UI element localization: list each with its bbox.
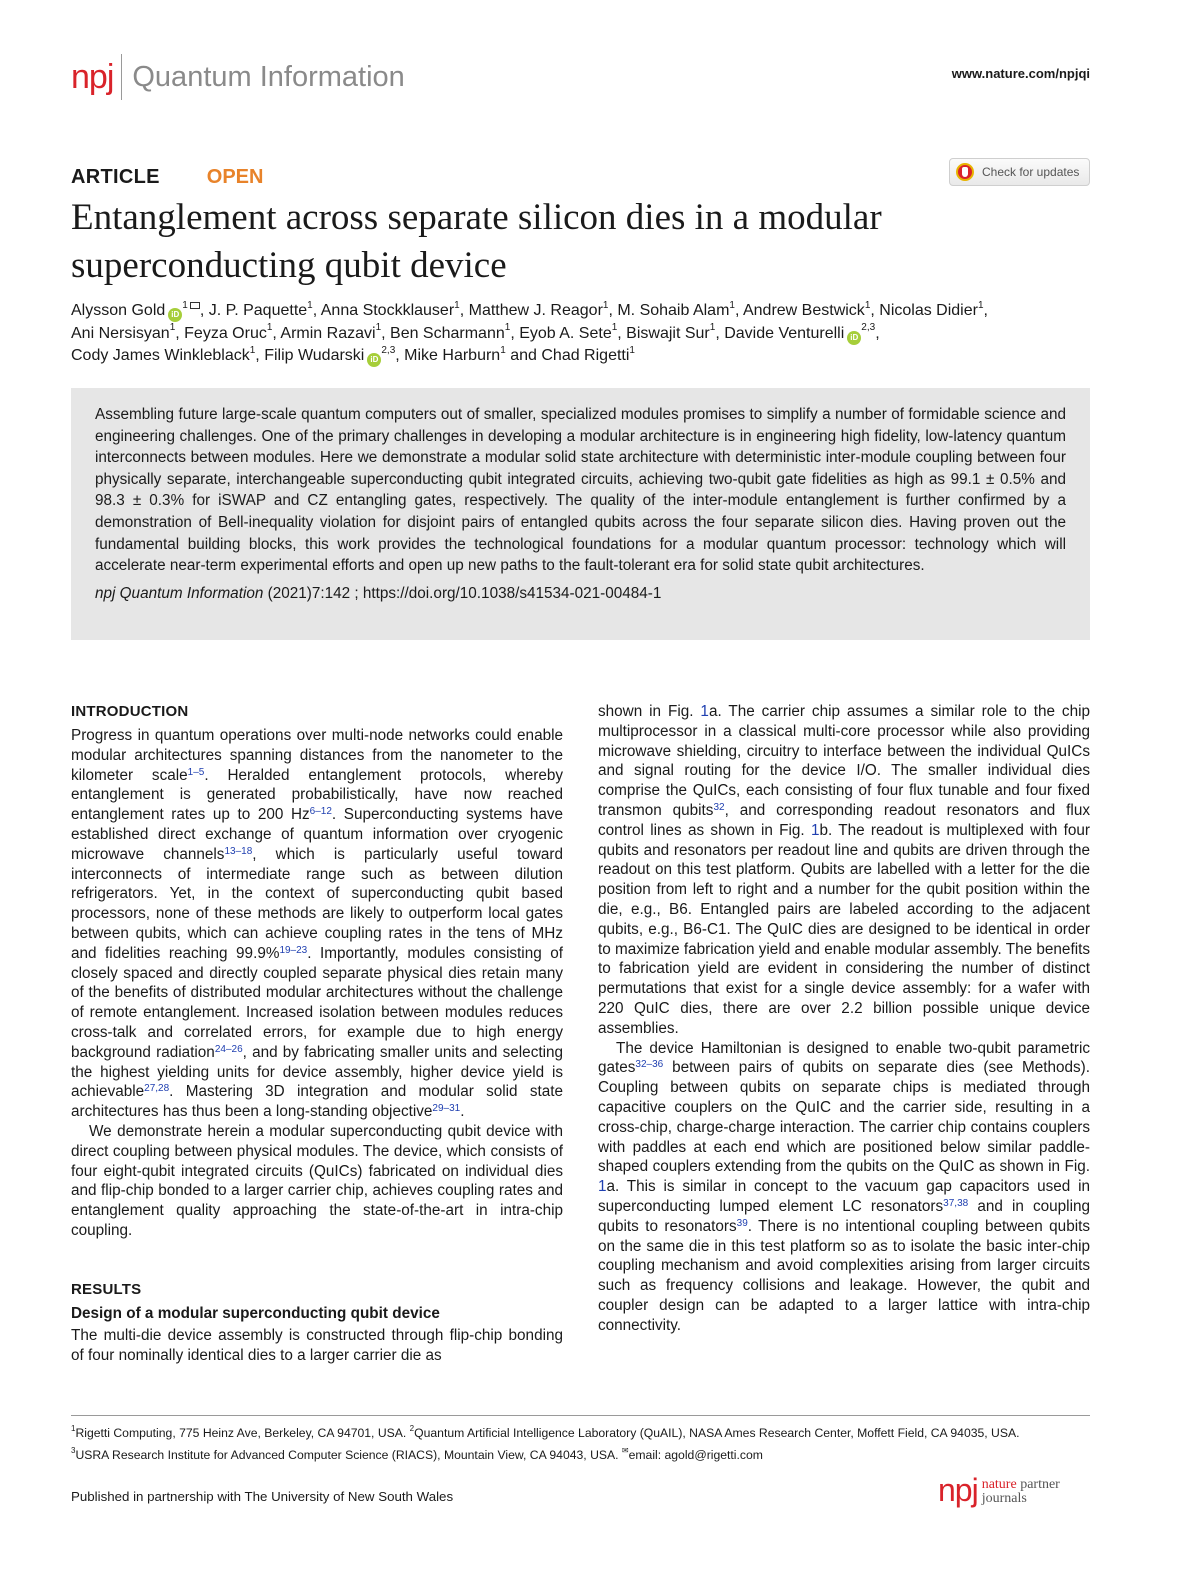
section-heading-introduction: INTRODUCTION [71,703,189,720]
affiliation-sup: 1 [375,322,382,334]
abstract-text: Assembling future large-scale quantum computers out of smaller, specialized modules promises to simplify a number of formidable science and engineering challenges. One of the primary challenges in developing a modular architecture is in engineering high fidelity, low-latency quantum interconnects between modules. Here we demonstrate a modular solid state architecture with deterministic inter-module coupling between four physically separate, interchangeable superconducting qubit integrated circuits, achieving two-qubit gate fidelities as high as 99.1 ± 0.5% and 98.3 ± 0.3% for iSWAP and CZ entangling gates, respectively. The quality of the inter-module entanglement is further confirmed by a demonstration of Bell-inequality violation for disjoint pairs of entangled qubits across the four separate silicon dies. Having proven out the fundamental building blocks, this work provides the technological foundations for a modular quantum processor: technology which will accelerate near-term experimental efforts and open up new paths to the fault-tolerant era for solid state qubit architectures. [95,406,1066,575]
journal-site-link[interactable]: www.nature.com/npjqi [951,66,1090,81]
affiliation-sup: 1 [602,299,609,311]
reference-link[interactable]: 24–26 [214,1043,243,1055]
reference-link[interactable]: 1–5 [187,766,205,778]
results-paragraph-1: The multi-die device assembly is constructed through flip-chip bonding of four nominally identical dies to a larger carrier die as [71,1326,563,1364]
reference-link[interactable]: 39 [736,1217,748,1229]
footnote-divider [71,1415,1090,1416]
author[interactable]: Armin Razavi [280,324,376,342]
author[interactable]: Davide Venturelli [724,324,845,342]
affiliation-sup: 1 [629,344,635,356]
section-spacer [71,1241,563,1280]
article-label: ARTICLE [71,166,160,188]
affiliation-sup: 1 [864,299,871,311]
author-conjunction: and [510,347,537,364]
title-line-1: Entanglement across separate silicon dies in a modular [71,197,882,238]
reference-link[interactable]: 27,28 [144,1083,170,1095]
orcid-icon[interactable]: iD [367,353,381,367]
open-access-label: OPEN [206,166,264,188]
section-heading-results: RESULTS [71,1280,142,1298]
author[interactable]: Mike Harburn [404,347,501,364]
figure-link[interactable]: 1 [700,703,709,720]
npj-logo: npj [71,58,114,96]
citation-journal: npj Quantum Information [95,584,264,602]
npj-partner-logo [938,1474,1060,1506]
affiliation-sup: 1 [709,322,716,334]
author[interactable]: Cody James Winkleblack [71,347,250,364]
author[interactable]: Eyob A. Sete [519,324,612,342]
title-line-2: superconducting qubit device [71,245,507,286]
affiliation-sup: 2,3 [861,322,876,334]
affiliation-sup: 1 [611,322,618,334]
footnote-sup: 2 [409,1424,415,1433]
affiliation-sup: 1 [266,322,273,334]
affiliation-sup: 1 [454,299,460,311]
affiliation-sup: 1 [500,344,506,356]
footnote-sup: 1 [71,1424,76,1433]
intro-paragraph-1: Progress in quantum operations over multi-node networks could enable modular architectures spanning distances from the nanometer to the kilometer scale$^{1-5}$. Heralded entanglement protocols, whereby entanglement is generated probabilistically, have now reached entanglement rates up to 200 Hz$^{6-12}$. Superconducting systems have established direct exchange of quantum information over cryogenic microwave channels$^{13-18}$, which is particularly useful toward interconnects of intermediate range such as between dilution refrigerators. Yet, in the context of superconducting qubit based processors, none of these methods are likely to outperform local gates between qubits, which can achieve coupling rates in the tens of MHz and fidelities reaching 99.9%$^{19-23}$. Importantly, modules consisting of closely spaced and directly coupled separate physical dies retain many of the benefits of distributed modular architectures without the challenge of remote entanglement. Increased isolation between modules reduces cross-talk and correlated errors, for example due to high energy background radiation$^{24-26}$, and by fabricating smaller units and selecting the highest yielding units for device assembly, higher device yield is achievable$^{27,28}$. Mastering 3D integration and modular solid state architectures has thus been a long-standing objective$^{29-31}$. [71,727,564,1121]
abstract-box [71,388,1090,640]
author[interactable]: Ani Nersisyan [71,324,170,342]
figure-link[interactable]: 1 [810,821,820,839]
npj-logo-mark: npj [938,1472,978,1508]
affiliations-footnote [71,1421,1096,1464]
left-column [71,702,563,1365]
reference-link[interactable]: 6–12 [309,806,332,818]
reference-link[interactable]: 37,38 [943,1197,969,1209]
footnote-sup: 3 [71,1445,76,1455]
affiliation-3: USRA Research Institute for Advanced Computer Science (RIACS), Mountain View, CA 94043, USA. [75,1447,622,1462]
author[interactable]: Chad Rigetti [541,347,630,364]
author-list: Alysson Gold $iD^1$ , J. P. Paquette$^1$, Anna Stockklauser$^1$, Matthew J. Reagor$^1$, M. Sohaib Alam$^1$, Andrew Bestwick$^1$, Nicolas Didier$^1$, Ani Nersisyan$^1$, Feyza Oruc$^1$, Armin Razavi$^1$, Ben Scharmann$^1$, Eyob A. Sete$^1$, Biswajit Sur$^1$, Davide Venturelli iD$^{2,3}$, Cody James Winkleblack$^1$, Filip Wudarski iD$^{2,3}$, Mike Harburn$^1$ and Chad Rigetti$^1$ [71,300,1096,368]
corresponding-email[interactable]: email: agold@rigetti.com [628,1447,763,1462]
affiliation-1: Rigetti Computing, 775 Heinz Ave, Berkeley, CA 94701, USA. [75,1426,410,1441]
right-column [598,702,1090,1336]
article-title [71,194,1071,290]
subsection-heading: Design of a modular superconducting qubit device [71,1304,440,1322]
affiliation-sup: 1 [182,299,188,311]
affiliation-sup: 1 [249,344,256,356]
orcid-icon[interactable]: iD [847,331,861,345]
reference-link[interactable]: 32–36 [635,1059,664,1071]
citation-doi[interactable]: (2021)7:142 ; https://doi.org/10.1038/s41534-021-00484-1 [263,584,662,602]
author[interactable]: Alysson Gold [71,302,166,319]
affiliation-sup: 1 [729,299,735,311]
author[interactable]: J. P. Paquette [208,302,308,319]
affiliation-sup: 1 [307,299,313,311]
email-icon[interactable] [190,302,200,309]
author[interactable]: Feyza Oruc [184,324,267,342]
citation [95,585,1066,603]
affiliation-sup: 1 [977,299,984,311]
partnership-note: Published in partnership with The University of New South Wales [71,1489,454,1504]
affiliation-sup: 1 [169,322,176,334]
journal-brand [71,54,405,100]
journal-title: Quantum Information [132,60,405,93]
author[interactable]: Filip Wudarski [264,347,365,364]
page-header [71,40,1090,110]
results-paragraph-2: The device Hamiltonian is designed to enable two-qubit parametric gates$^{32-36}$ between pairs of qubits on separate dies (see Methods). Coupling between qubits on separate chips is mediated through capacitive couplers on the QuIC and the carrier side, resulting in a cross-chip, charge-charge interaction. The carrier chip contains couplers with paddles at each end which are positioned below similar paddle-shaped couplers extending from the qubits on the QuIC as shown in Fig. 1a. This is similar in concept to the vacuum gap capacitors used in superconducting lumped element LC resonators$^{37,38}$ and in coupling qubits to resonators$^{39}$. There is no intentional coupling between qubits on the same die in this test platform so as to isolate the basic inter-chip coupling mechanism and avoid complexities arising from larger circuits such as frequency collisions and leakage. However, the qubit and coupler design can be adapted to a larger lattice with intra-chip connectivity. [598,1039,1090,1334]
author[interactable]: Biswajit Sur [626,324,710,342]
results-paragraph-1-cont: shown in Fig. 1a. The carrier chip assumes a similar role to the chip multiprocessor in a classical multi-core processor while also providing microwave shielding, circuitry to interface between the individual QuICs and signal routing for the device I/O. The smaller individual dies comprise the QuICs, each consisting of four flux tunable and four fixed transmon qubits$^{32}$, and corresponding readout resonators and flux control lines as shown in Fig. 1b. The readout is multiplexed with four qubits and resonators per readout line and qubits are driven through the readout on this test platform. Qubits are labelled with a letter for the die position from left to right and a number for the qubit position within the die, e.g., B6. Entangled pairs are labeled according to the adjacent qubits, e.g., B6-C1. The QuIC dies are designed to be identical in order to maximize fabrication yield and enable modular assembly. The benefits to fabrication yield are evident in considering the number of distinct permutations that exist for a single device assembly: for a wafer with 220 QuIC dies, there are over 2.2 billion possible unique device assemblies. [598,703,1090,1037]
intro-paragraph-2: We demonstrate herein a modular superconducting qubit device with direct coupling between physical modules. The device, which consists of four eight-qubit integrated circuits (QuICs) fabricated on individual dies and flip-chip bonded to a larger carrier chip, achieves coupling rates and entanglement quality approaching the state-of-the-art in intra-chip coupling. [71,1122,563,1239]
reference-link[interactable]: 13–18 [224,845,253,857]
author[interactable]: Ben Scharmann [390,324,505,342]
crossmark-icon [956,163,974,181]
author[interactable]: Matthew J. Reagor [468,302,603,319]
article-type-row [71,166,263,189]
reference-link[interactable]: 32 [713,801,725,813]
author[interactable]: Anna Stockklauser [320,302,455,319]
brand-divider [121,54,122,100]
reference-link[interactable]: 19–23 [279,944,308,956]
author[interactable]: M. Sohaib Alam [617,302,730,319]
email-icon: ✉ [621,1445,629,1455]
orcid-icon[interactable]: iD [168,308,182,322]
affiliation-sup: 1 [504,322,511,334]
affiliation-2: Quantum Artificial Intelligence Laboratory (QuAIL), NASA Ames Research Center, Moffett Field, CA 94035, USA. [414,1426,1020,1441]
check-for-updates-button[interactable] [949,158,1090,186]
reference-link[interactable]: 29–31 [432,1103,461,1115]
author[interactable]: Nicolas Didier [879,302,978,319]
check-for-updates-label: Check for updates [982,165,1080,179]
npj-logo-text: nature partner journals [981,1477,1060,1506]
figure-link[interactable]: 1 [598,1178,607,1196]
affiliation-sup: 2,3 [381,344,396,356]
author[interactable]: Andrew Bestwick [742,302,865,319]
